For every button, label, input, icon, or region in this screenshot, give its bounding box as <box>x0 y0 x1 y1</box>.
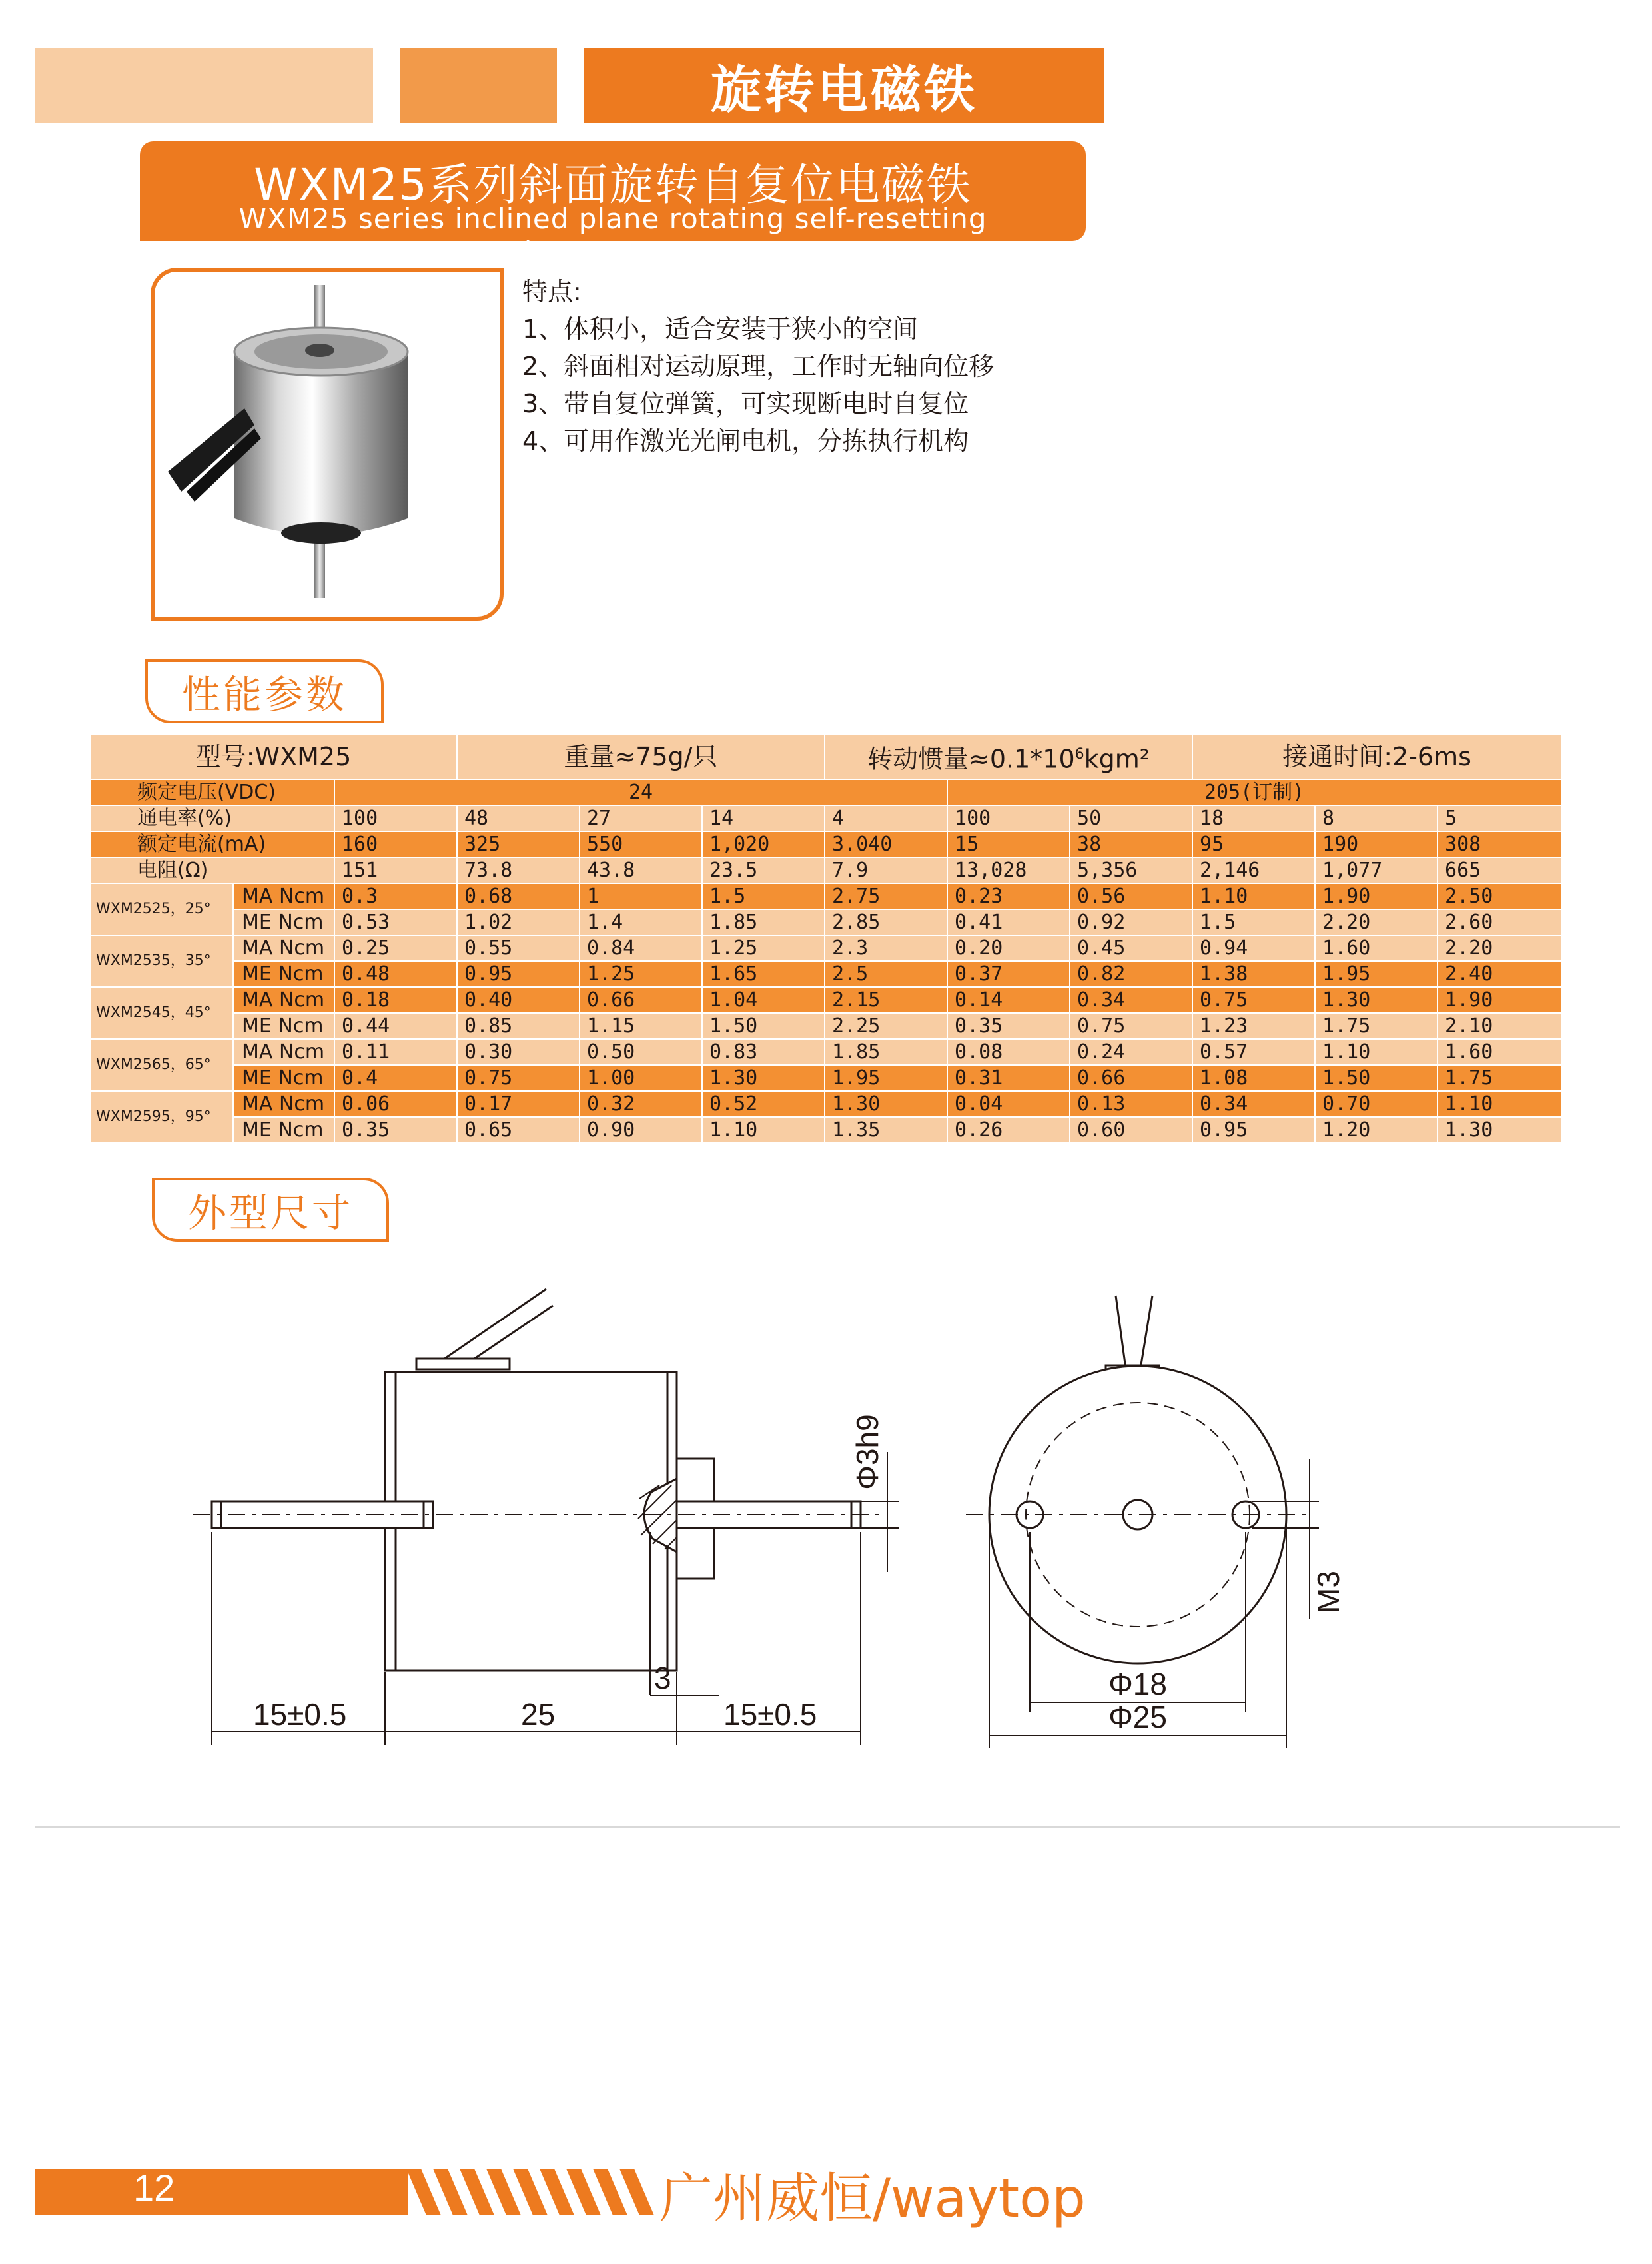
torque-cell: 0.13 <box>1070 1091 1192 1117</box>
torque-cell: 1.10 <box>1315 1039 1438 1065</box>
torque-cell: 1.35 <box>825 1117 947 1143</box>
torque-cell: 0.75 <box>457 1065 580 1091</box>
torque-cell: 1.04 <box>702 987 825 1013</box>
current-cell: 190 <box>1315 831 1438 857</box>
torque-cell: 0.66 <box>1070 1065 1192 1091</box>
torque-unit: MA Ncm <box>233 883 334 909</box>
torque-cell: 0.56 <box>1070 883 1192 909</box>
model-header: 型号:WXM25 <box>91 735 457 779</box>
torque-cell: 0.85 <box>457 1013 580 1039</box>
torque-unit: ME Ncm <box>233 909 334 935</box>
duty-cell: 14 <box>702 805 825 831</box>
torque-cell: 1.38 <box>1192 961 1315 987</box>
dim-shaft-diameter: Φ3h9 <box>850 1414 885 1490</box>
resistance-cell: 1,077 <box>1315 857 1438 883</box>
torque-cell: 0.31 <box>947 1065 1070 1091</box>
torque-cell: 0.04 <box>947 1091 1070 1117</box>
torque-cell: 2.40 <box>1438 961 1561 987</box>
torque-cell: 2.20 <box>1438 935 1561 961</box>
torque-cell: 1.85 <box>825 1039 947 1065</box>
torque-cell: 1.90 <box>1438 987 1561 1013</box>
torque-cell: 2.75 <box>825 883 947 909</box>
torque-unit: ME Ncm <box>233 1013 334 1039</box>
torque-cell: 0.4 <box>334 1065 457 1091</box>
torque-cell: 0.94 <box>1192 935 1315 961</box>
torque-cell: 0.95 <box>1192 1117 1315 1143</box>
torque-cell: 0.82 <box>1070 961 1192 987</box>
duty-cell: 8 <box>1315 805 1438 831</box>
current-cell: 308 <box>1438 831 1561 857</box>
duty-cell: 5 <box>1438 805 1561 831</box>
torque-cell: 1.20 <box>1315 1117 1438 1143</box>
duty-label: 通电率(%) <box>91 805 334 831</box>
resistance-label: 电阻(Ω) <box>91 857 334 883</box>
torque-cell: 1.50 <box>702 1013 825 1039</box>
current-cell: 15 <box>947 831 1070 857</box>
torque-cell: 1.65 <box>702 961 825 987</box>
torque-cell: 0.40 <box>457 987 580 1013</box>
torque-cell: 1 <box>580 883 702 909</box>
torque-cell: 0.92 <box>1070 909 1192 935</box>
duty-cell: 100 <box>947 805 1070 831</box>
torque-cell: 0.52 <box>702 1091 825 1117</box>
duty-cell: 100 <box>334 805 457 831</box>
torque-cell: 1.60 <box>1438 1039 1561 1065</box>
torque-unit: MA Ncm <box>233 1039 334 1065</box>
current-cell: 160 <box>334 831 457 857</box>
torque-unit: ME Ncm <box>233 1117 334 1143</box>
feature-item: 2、斜面相对运动原理，工作时无轴向位移 <box>522 352 995 381</box>
torque-cell: 2.3 <box>825 935 947 961</box>
torque-cell: 0.24 <box>1070 1039 1192 1065</box>
torque-cell: 1.5 <box>702 883 825 909</box>
duty-cell: 27 <box>580 805 702 831</box>
torque-cell: 1.30 <box>1315 987 1438 1013</box>
torque-cell: 1.50 <box>1315 1065 1438 1091</box>
torque-cell: 1.00 <box>580 1065 702 1091</box>
torque-cell: 0.83 <box>702 1039 825 1065</box>
current-label: 额定电流(mA) <box>91 831 334 857</box>
torque-unit: MA Ncm <box>233 1091 334 1117</box>
torque-cell: 1.75 <box>1438 1065 1561 1091</box>
torque-cell: 0.50 <box>580 1039 702 1065</box>
inertia-header: 转动惯量$\approx 0.1*10^6kgm^2$ <box>825 735 1192 779</box>
torque-cell: 0.66 <box>580 987 702 1013</box>
model-name: WXM2565，65° <box>91 1039 233 1091</box>
torque-unit: MA Ncm <box>233 935 334 961</box>
page-divider <box>35 1826 1620 1828</box>
torque-cell: 1.02 <box>457 909 580 935</box>
torque-cell: 0.14 <box>947 987 1070 1013</box>
model-name: WXM2595，95° <box>91 1091 233 1143</box>
torque-cell: 0.41 <box>947 909 1070 935</box>
torque-cell: 0.70 <box>1315 1091 1438 1117</box>
current-cell: 38 <box>1070 831 1192 857</box>
resistance-cell: 23.5 <box>702 857 825 883</box>
torque-cell: 1.08 <box>1192 1065 1315 1091</box>
torque-cell: 2.15 <box>825 987 947 1013</box>
torque-cell: 1.10 <box>702 1117 825 1143</box>
dim-outer-diameter: Φ25 <box>1108 1700 1167 1734</box>
torque-cell: 2.85 <box>825 909 947 935</box>
resistance-cell: 5,356 <box>1070 857 1192 883</box>
current-cell: 3.040 <box>825 831 947 857</box>
current-cell: 550 <box>580 831 702 857</box>
current-cell: 325 <box>457 831 580 857</box>
torque-cell: 0.18 <box>334 987 457 1013</box>
torque-cell: 1.4 <box>580 909 702 935</box>
torque-cell: 0.90 <box>580 1117 702 1143</box>
torque-cell: 0.75 <box>1192 987 1315 1013</box>
torque-cell: 1.30 <box>1438 1117 1561 1143</box>
section-performance-heading: 性能参数 <box>145 659 384 723</box>
torque-cell: 1.75 <box>1315 1013 1438 1039</box>
torque-cell: 0.68 <box>457 883 580 909</box>
resistance-cell: 151 <box>334 857 457 883</box>
side-view-drawing <box>193 1289 899 1745</box>
dim-right-shaft: 15±0.5 <box>723 1697 817 1732</box>
torque-cell: 2.60 <box>1438 909 1561 935</box>
torque-cell: 0.35 <box>947 1013 1070 1039</box>
torque-cell: 0.08 <box>947 1039 1070 1065</box>
torque-cell: 0.30 <box>457 1039 580 1065</box>
torque-cell: 2.50 <box>1438 883 1561 909</box>
category-header: 旋转电磁铁 <box>584 48 1104 123</box>
torque-cell: 0.48 <box>334 961 457 987</box>
torque-cell: 1.10 <box>1438 1091 1561 1117</box>
dim-body-length: 25 <box>521 1697 556 1732</box>
footer-stripes <box>406 2169 659 2215</box>
torque-cell: 1.30 <box>702 1065 825 1091</box>
torque-cell: 0.65 <box>457 1117 580 1143</box>
torque-cell: 0.57 <box>1192 1039 1315 1065</box>
torque-cell: 1.25 <box>702 935 825 961</box>
resistance-cell: 2,146 <box>1192 857 1315 883</box>
torque-cell: 0.25 <box>334 935 457 961</box>
torque-cell: 0.45 <box>1070 935 1192 961</box>
torque-cell: 0.84 <box>580 935 702 961</box>
torque-cell: 0.20 <box>947 935 1070 961</box>
torque-cell: 0.17 <box>457 1091 580 1117</box>
torque-cell: 1.30 <box>825 1091 947 1117</box>
torque-cell: 1.90 <box>1315 883 1438 909</box>
product-title-cn: WXM25系列斜面旋转自复位电磁铁 <box>254 159 972 210</box>
torque-cell: 0.26 <box>947 1117 1070 1143</box>
voltage-value-205: 205(订制) <box>947 779 1561 805</box>
resistance-cell: 7.9 <box>825 857 947 883</box>
torque-cell: 1.5 <box>1192 909 1315 935</box>
torque-cell: 1.60 <box>1315 935 1438 961</box>
torque-cell: 1.95 <box>1315 961 1438 987</box>
brand-name: 广州威恒/waytop <box>659 2167 1086 2229</box>
torque-cell: 1.25 <box>580 961 702 987</box>
section-dimensions-heading: 外型尺寸 <box>152 1178 389 1242</box>
feature-item: 4、可用作激光光闸电机，分拣执行机构 <box>522 426 969 456</box>
resistance-cell: 43.8 <box>580 857 702 883</box>
dim-step: 3 <box>654 1661 671 1695</box>
torque-cell: 0.37 <box>947 961 1070 987</box>
torque-cell: 0.23 <box>947 883 1070 909</box>
torque-cell: 1.23 <box>1192 1013 1315 1039</box>
torque-cell: 0.32 <box>580 1091 702 1117</box>
dim-inner-diameter: Φ18 <box>1108 1667 1167 1701</box>
torque-cell: 1.15 <box>580 1013 702 1039</box>
voltage-value-24: 24 <box>334 779 947 805</box>
torque-cell: 0.35 <box>334 1117 457 1143</box>
torque-cell: 0.95 <box>457 961 580 987</box>
torque-cell: 0.11 <box>334 1039 457 1065</box>
duty-cell: 50 <box>1070 805 1192 831</box>
resistance-cell: 665 <box>1438 857 1561 883</box>
resistance-cell: 73.8 <box>457 857 580 883</box>
feature-item: 3、带自复位弹簧，可实现断电时自复位 <box>522 389 969 418</box>
torque-cell: 0.60 <box>1070 1117 1192 1143</box>
page-number: 12 <box>133 2167 175 2209</box>
torque-cell: 0.75 <box>1070 1013 1192 1039</box>
current-cell: 1,020 <box>702 831 825 857</box>
torque-cell: 2.5 <box>825 961 947 987</box>
torque-cell: 0.3 <box>334 883 457 909</box>
model-name: WXM2525，25° <box>91 883 233 935</box>
weight-header: 重量≈75g/只 <box>457 735 825 779</box>
model-name: WXM2545，45° <box>91 987 233 1039</box>
torque-cell: 1.95 <box>825 1065 947 1091</box>
product-title-en: WXM25 series inclined plane rotating self-resetting electromagnet <box>238 202 987 268</box>
current-cell: 95 <box>1192 831 1315 857</box>
resistance-cell: 13,028 <box>947 857 1070 883</box>
torque-unit: ME Ncm <box>233 961 334 987</box>
torque-cell: 0.44 <box>334 1013 457 1039</box>
feature-item: 1、体积小，适合安装于狭小的空间 <box>522 314 919 344</box>
duty-cell: 4 <box>825 805 947 831</box>
torque-cell: 1.10 <box>1192 883 1315 909</box>
torque-cell: 0.53 <box>334 909 457 935</box>
dim-left-shaft: 15±0.5 <box>253 1697 347 1732</box>
duty-cell: 18 <box>1192 805 1315 831</box>
torque-unit: MA Ncm <box>233 987 334 1013</box>
torque-cell: 2.10 <box>1438 1013 1561 1039</box>
torque-cell: 0.55 <box>457 935 580 961</box>
torque-cell: 1.85 <box>702 909 825 935</box>
time-header: 接通时间:2-6ms <box>1192 735 1561 779</box>
torque-cell: 0.34 <box>1070 987 1192 1013</box>
dim-thread: M3 <box>1311 1571 1346 1613</box>
duty-cell: 48 <box>457 805 580 831</box>
torque-cell: 2.25 <box>825 1013 947 1039</box>
voltage-label: 频定电压(VDC) <box>91 779 334 805</box>
torque-cell: 0.34 <box>1192 1091 1315 1117</box>
torque-cell: 0.06 <box>334 1091 457 1117</box>
footer-bar <box>35 2169 408 2215</box>
model-name: WXM2535，35° <box>91 935 233 987</box>
torque-cell: 2.20 <box>1315 909 1438 935</box>
features-heading: 特点: <box>522 277 582 306</box>
torque-unit: ME Ncm <box>233 1065 334 1091</box>
